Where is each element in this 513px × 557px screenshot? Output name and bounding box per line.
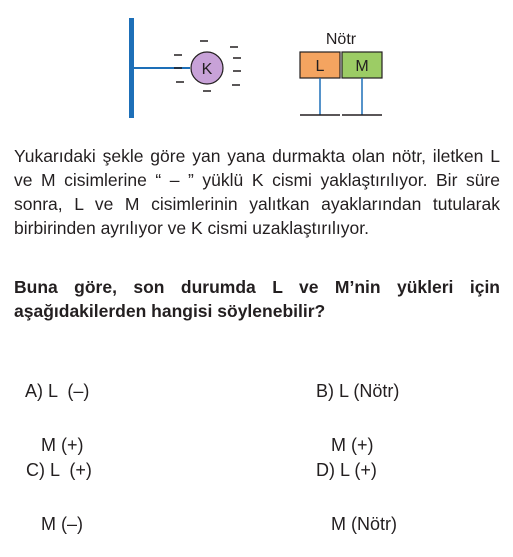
question-stem: Yukarıdaki şekle göre yan yana durmakta olan nötr, iletken L ve M cisimlerine “ – ” yüklü K cismi yaklaştırılıyor. Bir süre sonra, L ve M cisimlerinin yalıtkan ayaklarından tutularak birbirinden ayrılıyor ve K cismi uzaklaştırılıyor. [14, 146, 500, 238]
option-c-line2: M (–) [41, 514, 83, 534]
option-c[interactable] [16, 437, 92, 557]
block-m-label: M [355, 58, 369, 75]
option-d-line2: M (Nötr) [331, 514, 397, 534]
wall [129, 18, 134, 118]
sphere-k-label: K [201, 61, 213, 78]
insulating-stands [320, 78, 362, 115]
option-a-letter: A) [25, 381, 44, 401]
option-d-line1: L (+) [340, 460, 377, 480]
neutral-label: Nötr [325, 31, 357, 48]
option-b-line1: L (Nötr) [339, 381, 400, 401]
option-d[interactable] [306, 437, 397, 557]
block-l-label: L [315, 58, 325, 75]
option-d-letter: D) [316, 460, 336, 480]
option-b-line2: M (+) [331, 435, 374, 455]
option-a-line2: M (+) [41, 435, 84, 455]
charge-induction-figure [0, 0, 513, 130]
option-c-line1: L (+) [50, 460, 92, 480]
option-a-line1: L (–) [48, 381, 90, 401]
question-prompt: Buna göre, son durumda L ve M’nin yükleri için aşağıdakilerden hangisi söylenebilir? [14, 277, 500, 321]
option-c-letter: C) [26, 460, 46, 480]
option-b-letter: B) [316, 381, 335, 401]
